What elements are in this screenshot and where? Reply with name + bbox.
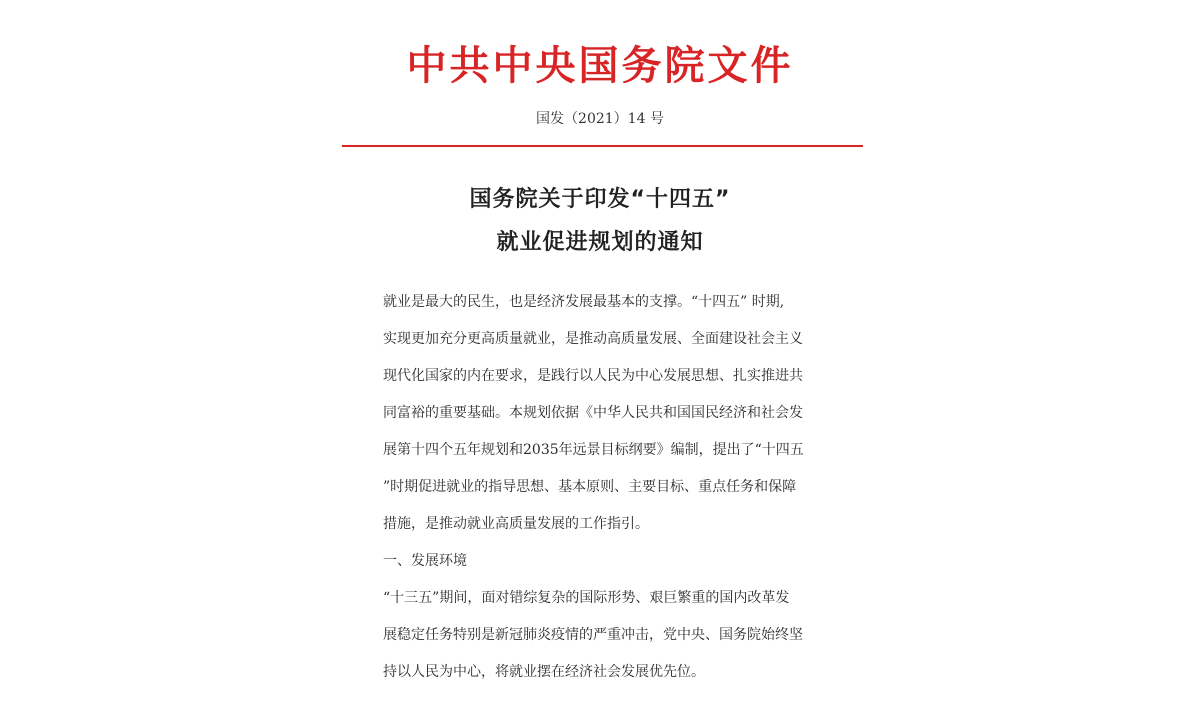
- notice-title-line-1: 国务院关于印发“十四五”: [469, 187, 731, 212]
- paragraph-1-line: 措施，是推动就业高质量发展的工作指引。: [383, 516, 649, 532]
- paragraph-2-line: “十三五”期间，面对错综复杂的国际形势、艰巨繁重的国内改革发: [383, 590, 790, 606]
- paragraph-1-line: 同富裕的重要基础。本规划依据《中华人民共和国国民经济和社会发: [383, 405, 803, 421]
- paragraph-1-line: 展第十四个五年规划和2035年远景目标纲要》编制，提出了“十四五: [383, 442, 804, 458]
- paragraph-2-line: 持以人民为中心，将就业摆在经济社会发展优先位。: [383, 664, 705, 680]
- section-heading: 一、发展环境: [383, 553, 467, 569]
- paragraph-1-line: ”时期促进就业的指导思想、基本原则、主要目标、重点任务和保障: [383, 479, 797, 495]
- paragraph-1-line: 就业是最大的民生，也是经济发展最基本的支撑。“十四五” 时期,: [383, 294, 785, 310]
- paragraph-1-line: 现代化国家的内在要求，是践行以人民为中心发展思想、扎实推进共: [383, 368, 803, 384]
- document-number: 国发（2021）14 号: [536, 111, 664, 127]
- paragraph-1-line: 实现更加充分更高质量就业，是推动高质量发展、全面建设社会主义: [383, 331, 803, 347]
- paragraph-2-line: 展稳定任务特别是新冠肺炎疫情的严重冲击，党中央、国务院始终坚: [383, 627, 803, 643]
- notice-title-line-2: 就业促进规划的通知: [496, 230, 704, 255]
- document-header-title: 中共中央国务院文件: [406, 42, 794, 89]
- header-divider: [342, 145, 863, 147]
